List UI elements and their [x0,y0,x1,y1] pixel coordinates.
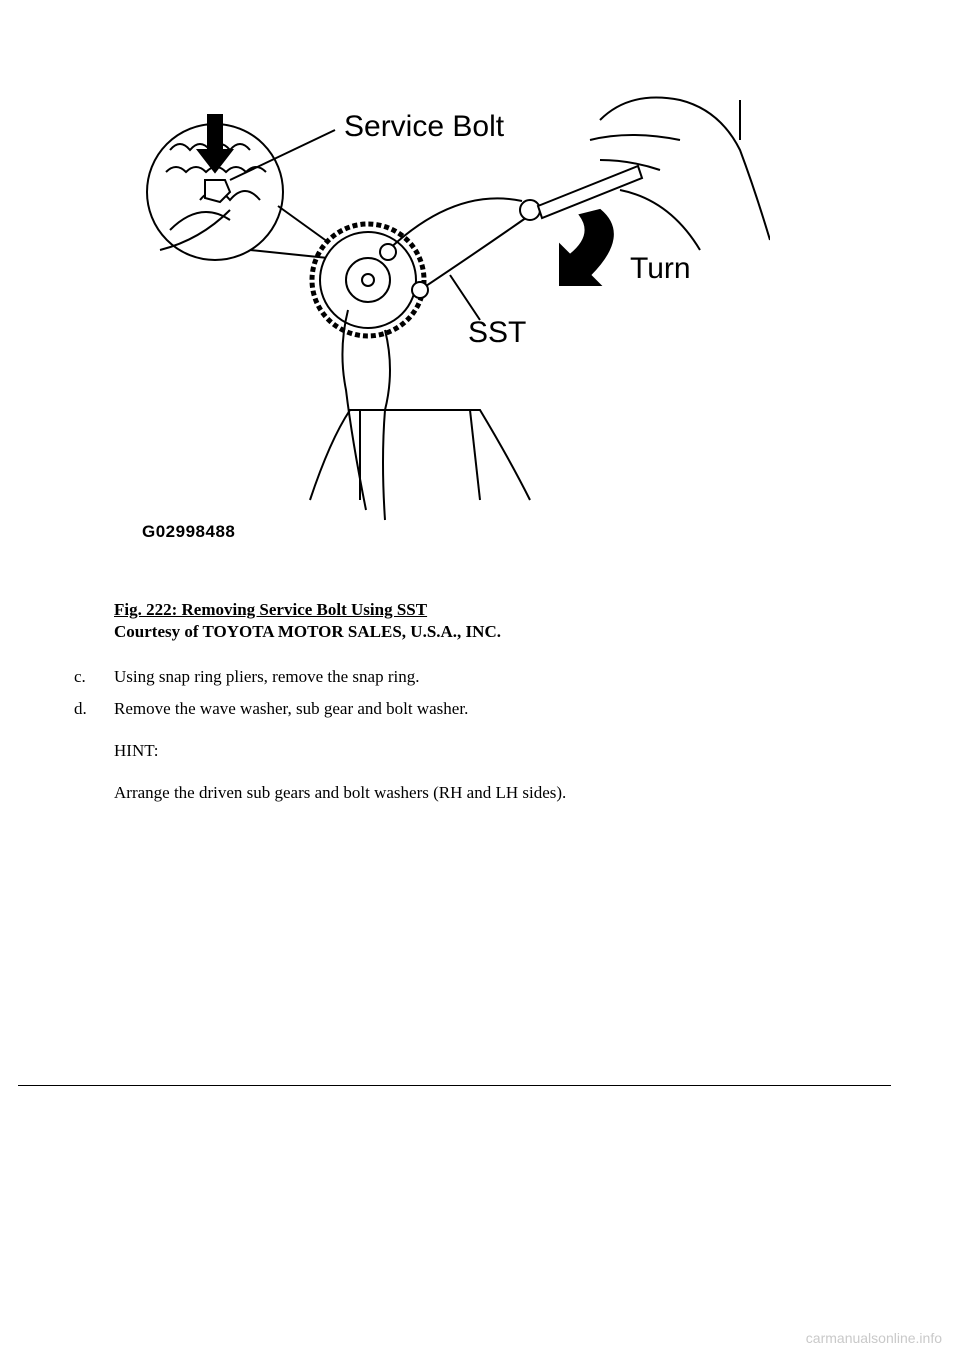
step-marker: c. [74,667,86,686]
cam-sub-gear [312,224,424,520]
turn-arrow [560,210,613,285]
cylinder-housing [310,410,530,500]
callout-service-bolt: Service Bolt [344,110,505,143]
page-divider [18,1085,891,1086]
step-text: Using snap ring pliers, remove the snap ring. [114,667,420,686]
callout-sst: SST [468,316,527,349]
step-c [74,666,566,688]
callout-turn: Turn [630,252,691,285]
caption-title: Fig. 222: Removing Service Bolt Using SST [114,600,428,619]
watermark: carmanualsonline.info [805,1330,942,1346]
step-marker: d. [74,699,87,718]
magnified-inset [147,115,335,260]
figure-id: G02998488 [142,522,236,541]
caption-credit: Courtesy of TOYOTA MOTOR SALES, U.S.A., INC. [114,622,501,641]
figure-caption [114,599,501,643]
service-bolt-illustration [130,80,770,550]
step-d [74,698,566,804]
hint-text: Arrange the driven sub gears and bolt washers (RH and LH sides). [114,783,567,802]
procedure-steps [74,666,566,804]
step-text: Remove the wave washer, sub gear and bolt washer. [114,699,469,718]
hint-label: HINT: [114,741,159,760]
